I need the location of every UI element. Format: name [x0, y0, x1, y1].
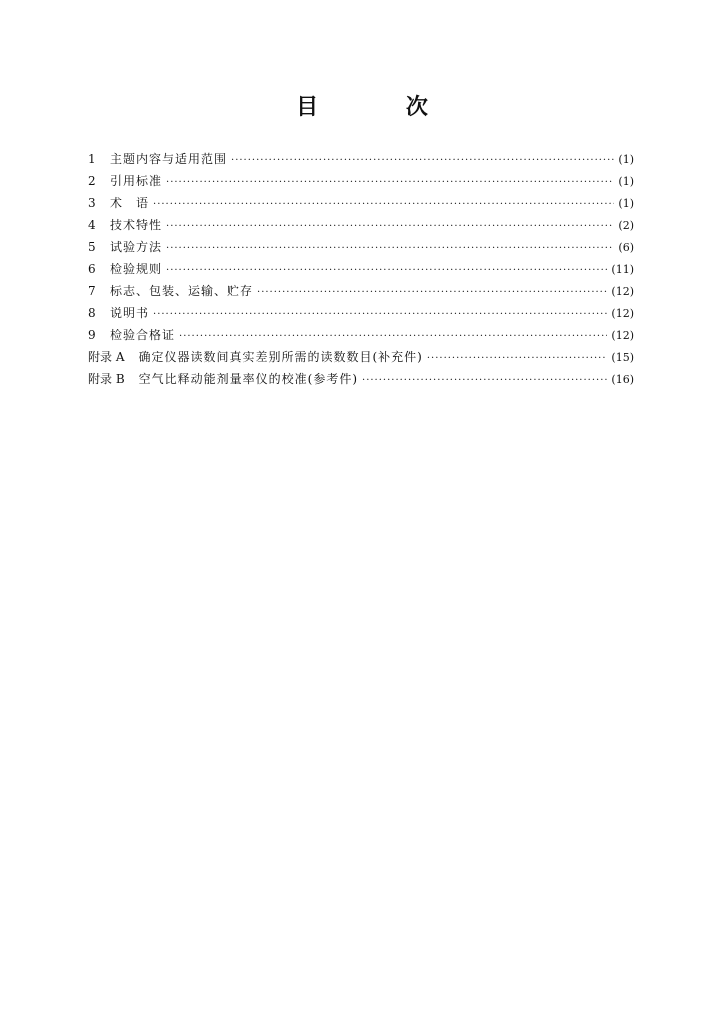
toc-dot-leader	[166, 216, 614, 238]
toc-entry-page: (1)	[618, 197, 634, 210]
toc-entry-page: (6)	[618, 241, 634, 254]
toc-entry	[88, 170, 634, 192]
toc-entry-number: 3	[88, 196, 96, 210]
toc-entry-page: (12)	[611, 307, 634, 320]
toc-entry-number: 7	[88, 284, 96, 298]
table-of-contents	[88, 148, 634, 390]
toc-entry	[88, 280, 634, 302]
toc-entry-title: 主题内容与适用范围	[110, 152, 228, 166]
toc-entry-number: 1	[88, 152, 96, 166]
toc-entry-page: (12)	[611, 285, 634, 298]
toc-entry-number: 附录 B	[88, 372, 125, 386]
toc-entry	[88, 324, 634, 346]
toc-dot-leader	[257, 282, 607, 304]
toc-entry	[88, 236, 634, 258]
toc-entry-number: 6	[88, 262, 96, 276]
toc-entry-page: (2)	[618, 219, 634, 232]
toc-entry	[88, 148, 634, 170]
toc-entry-title: 技术特性	[110, 218, 163, 232]
toc-entry-title: 检验规则	[110, 262, 163, 276]
toc-entry-appendix	[88, 346, 634, 368]
toc-entry-title: 引用标准	[110, 174, 163, 188]
toc-entry-title: 术 语	[110, 196, 150, 210]
toc-entry-appendix	[88, 368, 634, 390]
toc-entry-title: 试验方法	[110, 240, 163, 254]
toc-dot-leader	[427, 348, 608, 370]
toc-entry	[88, 192, 634, 214]
toc-dot-leader	[362, 370, 607, 392]
toc-dot-leader	[153, 304, 607, 326]
toc-dot-leader	[166, 238, 614, 260]
toc-entry	[88, 258, 634, 280]
toc-entry-number: 5	[88, 240, 96, 254]
toc-entry-page: (11)	[611, 263, 634, 276]
toc-dot-leader	[231, 150, 614, 172]
toc-entry-number: 8	[88, 306, 96, 320]
toc-entry-title: 标志、包装、运输、贮存	[110, 284, 254, 298]
toc-entry	[88, 214, 634, 236]
toc-dot-leader	[179, 326, 607, 348]
toc-entry-title: 确定仪器读数间真实差别所需的读数数目(补充件)	[138, 350, 423, 364]
toc-entry-title: 检验合格证	[110, 328, 176, 342]
toc-entry-number: 2	[88, 174, 96, 188]
toc-dot-leader	[153, 194, 614, 216]
toc-entry-title: 空气比释动能剂量率仪的校准(参考件)	[138, 372, 359, 386]
toc-entry-page: (1)	[618, 153, 634, 166]
toc-entry-number: 4	[88, 218, 96, 232]
toc-entry-page: (16)	[611, 373, 634, 386]
toc-entry	[88, 302, 634, 324]
toc-entry-number: 9	[88, 328, 96, 342]
toc-dot-leader	[166, 260, 607, 282]
toc-entry-number: 附录 A	[88, 350, 125, 364]
page-title: 目 次	[296, 95, 468, 120]
toc-entry-page: (12)	[611, 329, 634, 342]
toc-entry-page: (1)	[618, 175, 634, 188]
toc-entry-page: (15)	[611, 351, 634, 364]
toc-dot-leader	[166, 172, 614, 194]
toc-entry-title: 说明书	[110, 306, 150, 320]
